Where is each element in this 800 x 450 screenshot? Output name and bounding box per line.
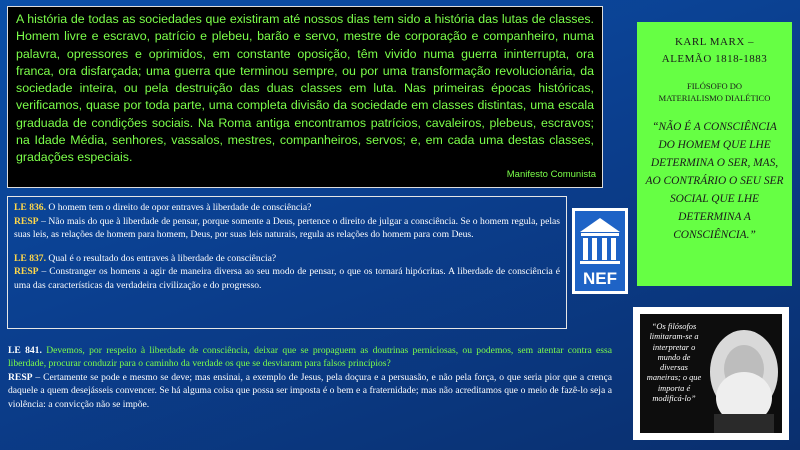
le-837-question-text: Qual é o resultado dos entraves à liberdade de consciência? [48, 252, 277, 264]
marx-name-line1: KARL MARX – [674, 36, 755, 48]
le-836-resp-label: RESP [14, 215, 39, 227]
le-841-label: LE 841. [8, 345, 42, 356]
manifesto-quote-text: A história de todas as sociedades que existiram até nossos dias tem sido a história das lutas de classes. Homem livre e escravo, patrício e plebeu, barão e servo, mestre de corporação e companheiro, numa palavra, opressores e oprimidos, em constante oposição, têm vivido numa guerra ininterrupta, ora franca, ora disfarçada; uma guerra que terminou sempre, ou por uma transformação revolucionária, da sociedade inteira, ou pela destruição das duas classes em luta. Nas primeiras épocas históricas, verificamos, quase por toda parte, uma completa divisão da sociedade em classes distintas, uma escala graduada de condições sociais. Na Roma antiga encontramos patrícios, cavaleiros, plebeus, escravos; na Idade Média, senhores, vassalos, mestres, companheiros, servos; e, em cada uma destas classes, gradações especiais. [16, 12, 594, 165]
quote-source: Manifesto Comunista [506, 168, 596, 180]
marx-portrait [640, 314, 782, 433]
marx-info-card [637, 22, 792, 286]
marx-role-line2: MATERIALISMO DIALÉTICO [658, 93, 771, 103]
le-841-question-text: Devemos, por respeito à liberdade de consciência, deixar que se propaguem as doutrinas perniciosas, ou podemos, sem atentar contra essa liberdade, procurar conduzir para o caminho da verdade os que se desviaram para falsos princípios? [8, 345, 612, 370]
le-837-label: LE 837. [14, 252, 46, 264]
le-836-question-text: O homem tem o direito de opor entraves à liberdade de consciência? [48, 202, 312, 213]
nef-logo [572, 208, 628, 294]
le-841-section [8, 344, 612, 411]
le-837-response [14, 265, 560, 292]
marx-role [643, 80, 786, 104]
marx-name [643, 34, 786, 68]
le-837-resp-text: – Constranger os homens a agir de maneira diversa ao seu modo de pensar, o que os tornará hipócritas. A liberdade de consciência é uma das características da verdadeira civilização e do progresso. [14, 266, 560, 291]
nef-logo-icon [572, 208, 628, 294]
le-836-resp-text: – Não mais do que à liberdade de pensar, porque somente a Deus, pertence o direito de julgar a consciência. Se o homem regula, pelas suas leis, as relações de homem para homem, Deus, por suas leis naturais, regula as relações do homem para com Deus. [14, 215, 560, 240]
le-841-question [8, 344, 612, 371]
le-841-resp-label: RESP [8, 371, 33, 383]
nef-logo-text: NEF [583, 269, 617, 288]
le-837-resp-label: RESP [14, 266, 39, 277]
le-836-question [14, 201, 560, 215]
portrait-quote: “Os filósofos limitaram-se a interpretar o mundo de diversas maneiras; o que importa é modificá-lo” [646, 322, 702, 404]
marx-name-line2: ALEMÃO 1818-1883 [661, 53, 768, 65]
marx-quote: “NÃO É A CONSCIÊNCIA DO HOMEM QUE LHE DETERMINA O SER, MAS, AO CONTRÁRIO O SEU SER SOCIAL QUE LHE DETERMINA A CONSCIÊNCIA.” [645, 121, 784, 241]
le-841-response [8, 371, 612, 411]
le-837-question [14, 252, 560, 266]
marx-role-line1: FILÓSOFO DO [686, 81, 743, 91]
le-836-837-box [7, 196, 567, 329]
le-841-resp-text: – Certamente se pode e mesmo se deve; mas ensinai, a exemplo de Jesus, pela doçura e a persuasão, e não pela força, o que seria pior que a crença daquele a quem desejásseis convencer. Se há alguma coisa que possa ser imposta é o bem e a fraternidade; mas não acreditamos que o meio de fazê-lo seja a violência: a convicção não se impõe. [8, 371, 612, 410]
manifesto-quote-box [7, 6, 603, 188]
marx-portrait-frame [633, 307, 789, 440]
le-836-label: LE 836. [14, 202, 46, 213]
le-836-response [14, 215, 560, 242]
